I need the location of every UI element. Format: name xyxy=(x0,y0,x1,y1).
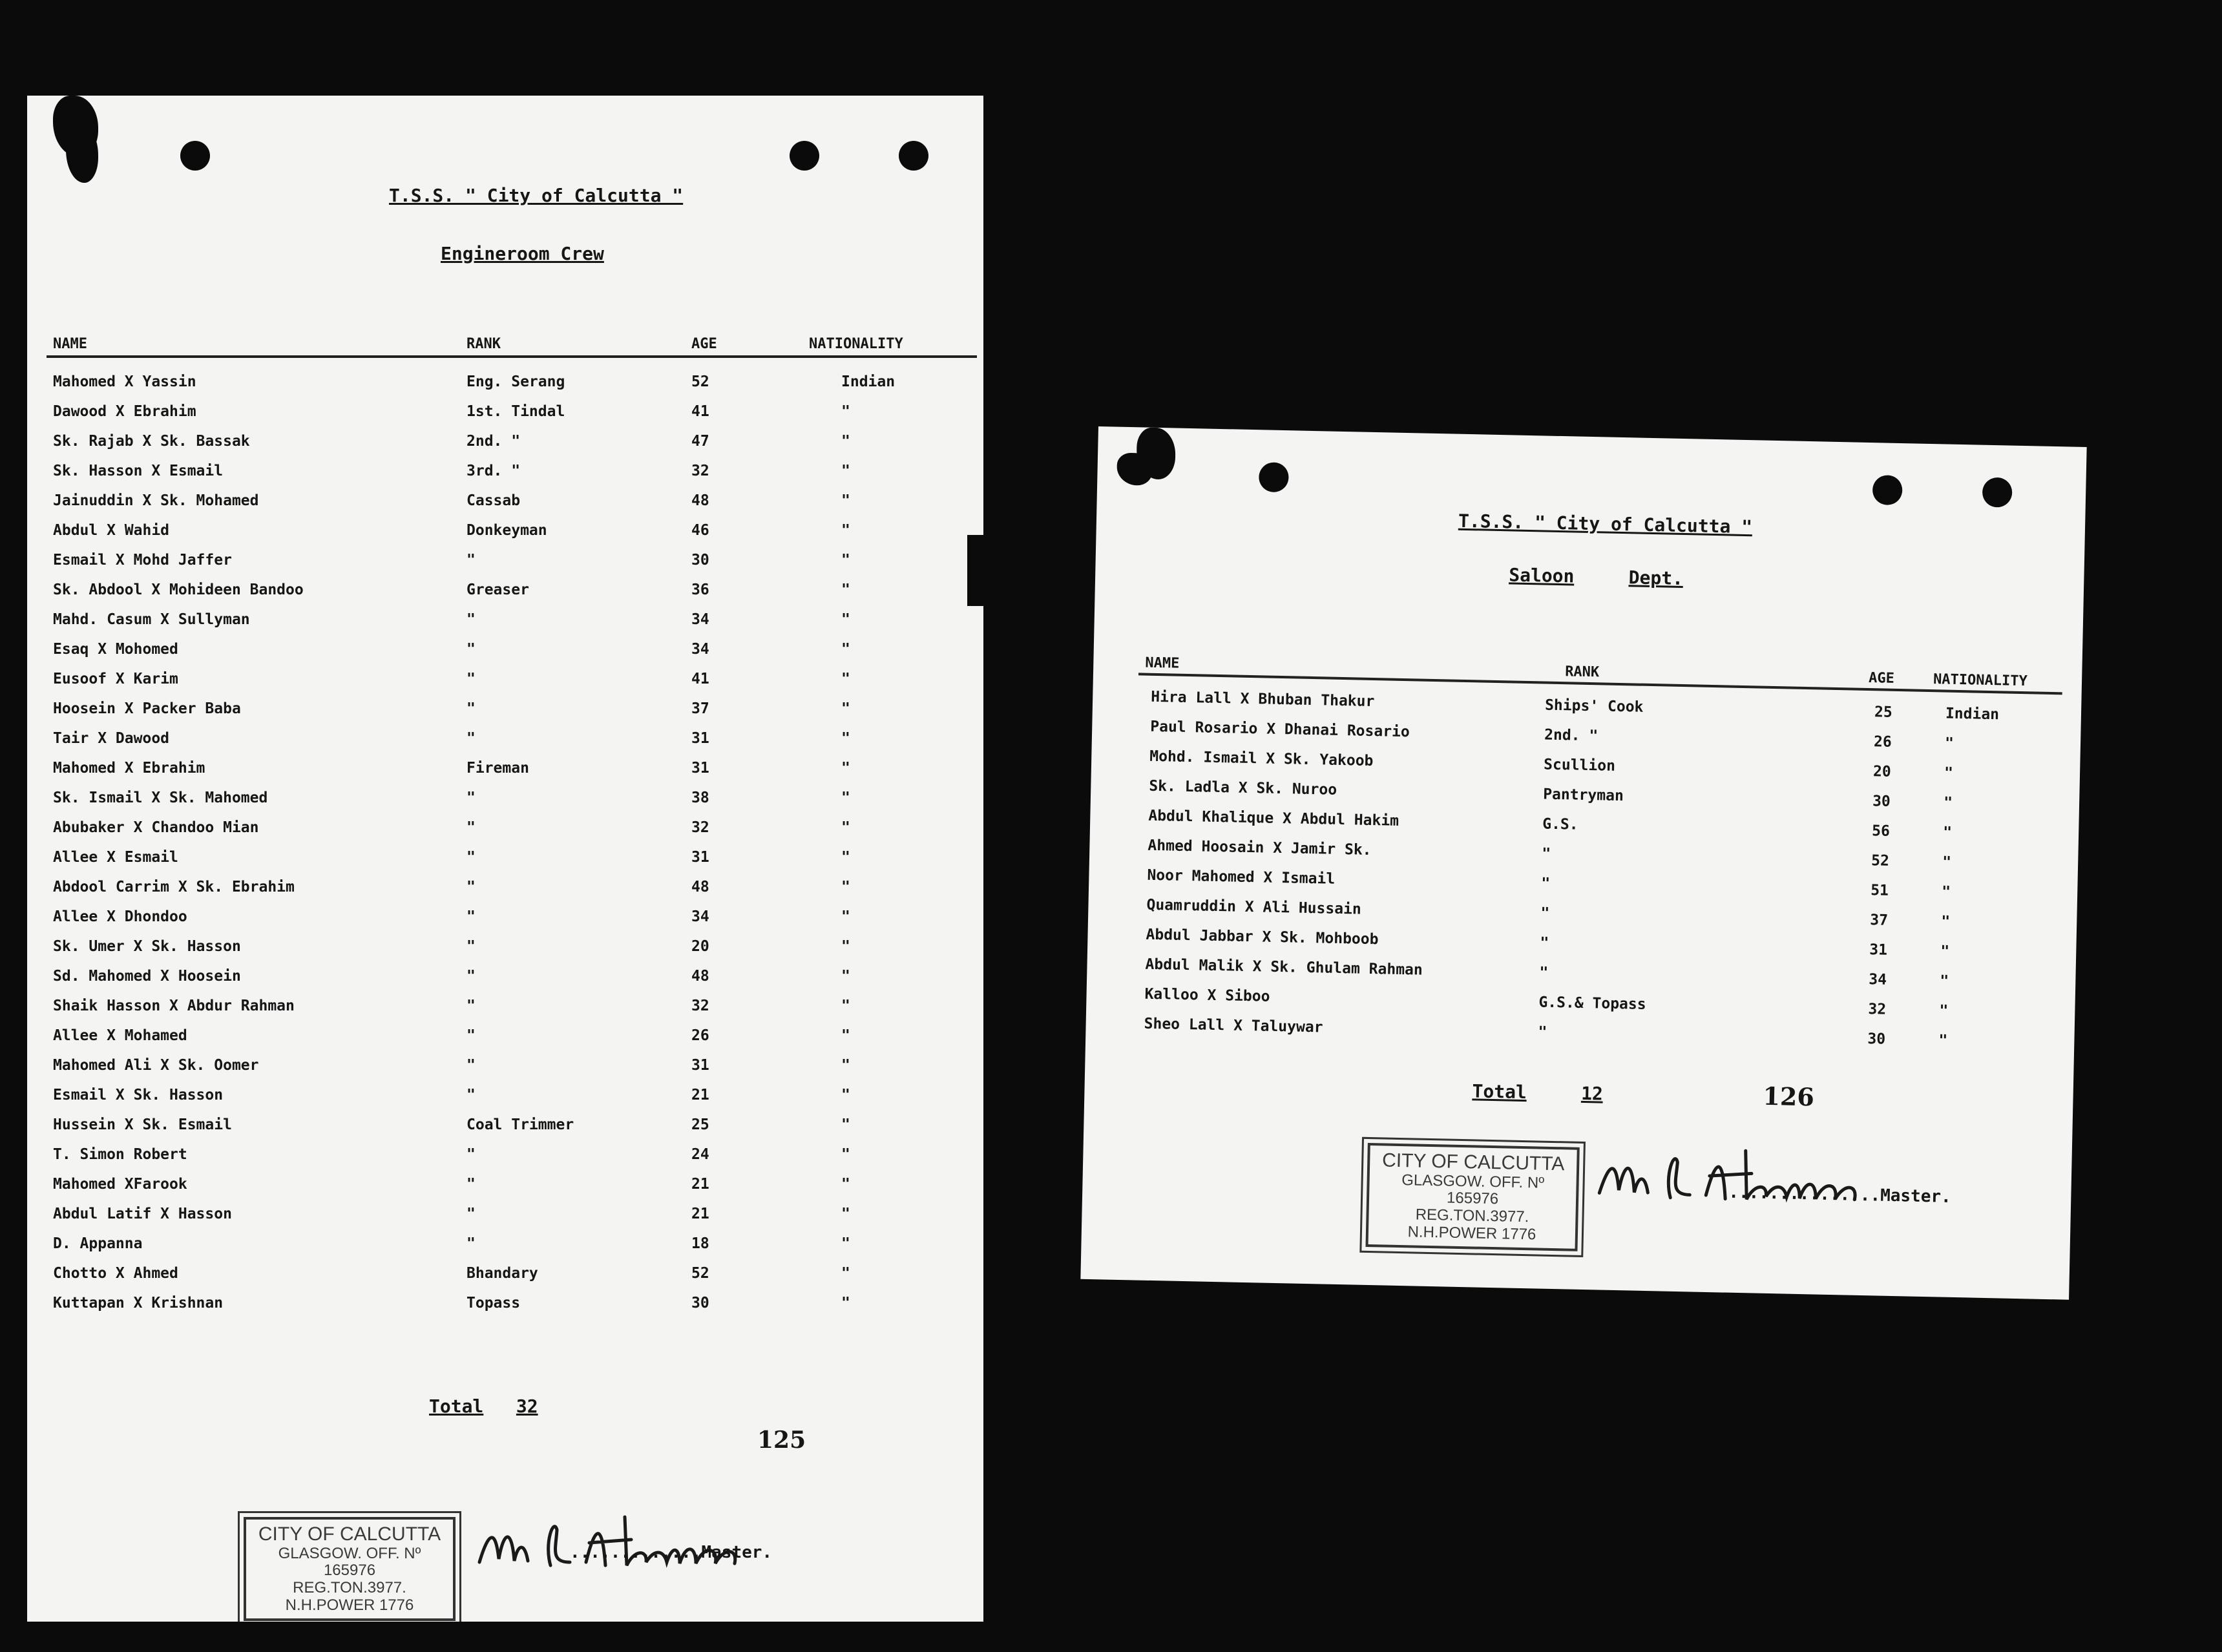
crew-age: 36 xyxy=(691,581,709,598)
crew-name: Abdul Jabbar X Sk. Mohboob xyxy=(1146,926,1379,948)
total-value: 32 xyxy=(516,1396,538,1417)
table-row xyxy=(27,463,983,492)
crew-rank: G.S. xyxy=(1542,815,1578,833)
table-row xyxy=(27,968,983,998)
crew-name: Sd. Mahomed X Hoosein xyxy=(53,968,241,985)
crew-nationality: " xyxy=(1940,943,1950,960)
crew-age: 48 xyxy=(691,492,709,509)
crew-age: 30 xyxy=(1872,793,1891,810)
table-row xyxy=(27,789,983,819)
crew-name: Eusoof X Karim xyxy=(53,671,178,687)
crew-age: 48 xyxy=(691,968,709,985)
master-signature xyxy=(1593,1134,1930,1219)
crew-age: 48 xyxy=(691,879,709,895)
crew-list-page-125 xyxy=(27,96,983,1622)
crew-rank: " xyxy=(466,641,476,658)
crew-age: 18 xyxy=(691,1235,709,1252)
crew-rank: Cassab xyxy=(466,492,521,509)
crew-nationality: " xyxy=(841,1027,850,1044)
crew-age: 30 xyxy=(691,1295,709,1312)
table-row xyxy=(27,373,983,403)
crew-name: Tair X Dawood xyxy=(53,730,170,747)
crew-name: Mahomed X Yassin xyxy=(53,373,196,390)
crew-rank: Donkeyman xyxy=(466,522,547,539)
crew-name: Sk. Umer X Sk. Hasson xyxy=(53,938,241,955)
crew-rank: 2nd. " xyxy=(1544,726,1598,745)
crew-rank: " xyxy=(1542,845,1551,863)
table-row xyxy=(27,581,983,611)
crew-name: Mahomed XFarook xyxy=(53,1176,187,1193)
page-title: T.S.S. " City of Calcutta " xyxy=(1458,510,1753,538)
stamp-line-3: REG.TON.3977. N.H.POWER 1776 xyxy=(1407,1206,1536,1244)
header-rank: RANK xyxy=(466,336,501,352)
crew-age: 20 xyxy=(1872,763,1892,780)
crew-name: Quamruddin X Ali Hussain xyxy=(1146,896,1362,918)
crew-age: 30 xyxy=(1867,1030,1886,1048)
crew-nationality: " xyxy=(841,938,850,955)
crew-age: 21 xyxy=(691,1206,709,1222)
crew-nationality: Indian xyxy=(1945,705,2000,724)
crew-rank: 2nd. " xyxy=(466,433,521,450)
crew-name: Dawood X Ebrahim xyxy=(53,403,196,420)
crew-nationality: " xyxy=(841,611,850,628)
crew-rank: " xyxy=(466,671,476,687)
crew-age: 41 xyxy=(691,671,709,687)
table-row xyxy=(27,611,983,641)
crew-rank: " xyxy=(466,908,476,925)
total xyxy=(429,1396,538,1417)
table-row xyxy=(27,641,983,671)
crew-rank: Topass xyxy=(466,1295,521,1312)
crew-rank: " xyxy=(466,1087,476,1103)
crew-rank: " xyxy=(466,552,476,569)
crew-name: Hira Lall X Bhuban Thakur xyxy=(1150,688,1375,711)
crew-age: 32 xyxy=(691,819,709,836)
crew-nationality: " xyxy=(841,552,850,569)
crew-name: Sk. Rajab X Sk. Bassak xyxy=(53,433,250,450)
punch-hole xyxy=(180,141,210,171)
table-row xyxy=(27,700,983,730)
crew-name: Ahmed Hoosain X Jamir Sk. xyxy=(1148,837,1372,859)
crew-age: 34 xyxy=(1869,971,1887,988)
crew-nationality: " xyxy=(841,730,850,747)
crew-nationality: " xyxy=(841,1087,850,1103)
crew-age: 37 xyxy=(1869,912,1889,929)
crew-rank: " xyxy=(1541,875,1551,892)
stamp-line-1: CITY OF CALCUTTA xyxy=(1381,1149,1565,1175)
table-row xyxy=(27,1295,983,1324)
crew-rank: Ships' Cook xyxy=(1544,696,1644,716)
crew-rank: " xyxy=(466,1146,476,1163)
ship-stamp xyxy=(1365,1143,1579,1251)
crew-rank: " xyxy=(1538,1023,1547,1041)
crew-nationality: " xyxy=(841,700,850,717)
table-row xyxy=(27,1146,983,1176)
crew-nationality: " xyxy=(841,908,850,925)
crew-age: 21 xyxy=(691,1176,709,1193)
crew-nationality: " xyxy=(841,879,850,895)
header-age: AGE xyxy=(1868,670,1895,687)
crew-nationality: " xyxy=(841,641,850,658)
crew-rank: Scullion xyxy=(1543,756,1616,775)
crew-nationality: " xyxy=(841,463,850,479)
crew-nationality: " xyxy=(841,760,850,777)
crew-age: 24 xyxy=(691,1146,709,1163)
crew-nationality: " xyxy=(841,581,850,598)
table-row xyxy=(27,879,983,908)
table-row xyxy=(27,671,983,700)
crew-name: Jainuddin X Sk. Mohamed xyxy=(53,492,259,509)
crew-name: Esmail X Mohd Jaffer xyxy=(53,552,232,569)
crew-rank: Coal Trimmer xyxy=(466,1116,574,1133)
crew-nationality: " xyxy=(841,1146,850,1163)
crew-name: Esmail X Sk. Hasson xyxy=(53,1087,224,1103)
table-row xyxy=(27,492,983,522)
page-number: 125 xyxy=(757,1427,806,1454)
section-title-b: Dept. xyxy=(1628,567,1684,590)
stamp-line-3: REG.TON.3977. N.H.POWER 1776 xyxy=(285,1579,414,1615)
crew-rank: " xyxy=(466,1235,476,1252)
table-row xyxy=(27,819,983,849)
crew-nationality: " xyxy=(841,1206,850,1222)
crew-rank: " xyxy=(466,879,476,895)
crew-name: Sk. Hasson X Esmail xyxy=(53,463,224,479)
section-title-a: Saloon xyxy=(1508,564,1575,587)
crew-age: 56 xyxy=(1871,822,1891,840)
crew-rank: " xyxy=(466,789,476,806)
ink-blot xyxy=(66,125,98,183)
crew-nationality: " xyxy=(841,1235,850,1252)
crew-list-page-126 xyxy=(1080,426,2086,1300)
crew-name: Paul Rosario X Dhanai Rosario xyxy=(1150,718,1410,741)
crew-rank: Pantryman xyxy=(1542,786,1624,805)
crew-age: 47 xyxy=(691,433,709,450)
crew-age: 34 xyxy=(691,908,709,925)
crew-nationality: " xyxy=(841,1265,850,1282)
punch-hole xyxy=(1982,477,2013,508)
page-title: T.S.S. " City of Calcutta " xyxy=(389,185,684,206)
crew-age: 31 xyxy=(691,849,709,866)
crew-nationality: " xyxy=(1944,735,1955,752)
punch-hole xyxy=(1872,475,1903,505)
crew-table xyxy=(27,373,983,1414)
table-row xyxy=(27,1087,983,1116)
crew-age: 34 xyxy=(691,641,709,658)
crew-name: Allee X Dhondoo xyxy=(53,908,187,925)
crew-nationality: " xyxy=(841,522,850,539)
crew-age: 52 xyxy=(691,373,709,390)
header-name: NAME xyxy=(1145,654,1180,672)
crew-name: T. Simon Robert xyxy=(53,1146,187,1163)
crew-nationality: " xyxy=(841,998,850,1014)
crew-name: Hussein X Sk. Esmail xyxy=(53,1116,232,1133)
crew-rank: " xyxy=(466,938,476,955)
crew-age: 52 xyxy=(1871,852,1890,870)
section-title xyxy=(1509,564,1683,589)
table-row xyxy=(27,730,983,760)
crew-name: Abdul Malik X Sk. Ghulam Rahman xyxy=(1145,956,1423,979)
crew-age: 38 xyxy=(691,789,709,806)
page-number: 126 xyxy=(1763,1081,1815,1112)
crew-name: Chotto X Ahmed xyxy=(53,1265,178,1282)
crew-rank: Bhandary xyxy=(466,1265,538,1282)
section-title: Engineroom Crew xyxy=(441,243,604,264)
crew-nationality: " xyxy=(841,433,850,450)
crew-rank: " xyxy=(466,730,476,747)
table-row xyxy=(27,908,983,938)
crew-age: 32 xyxy=(691,998,709,1014)
crew-rank: " xyxy=(466,1057,476,1074)
crew-rank: " xyxy=(466,700,476,717)
ship-stamp xyxy=(244,1517,456,1621)
crew-name: Abdul X Wahid xyxy=(53,522,170,539)
crew-rank: " xyxy=(466,1027,476,1044)
crew-age: 41 xyxy=(691,403,709,420)
crew-rank: " xyxy=(466,819,476,836)
table-row xyxy=(27,1116,983,1146)
crew-nationality: " xyxy=(841,819,850,836)
table-row xyxy=(27,1265,983,1295)
crew-age: 32 xyxy=(1868,1001,1887,1018)
crew-name: Hoosein X Packer Baba xyxy=(53,700,241,717)
header-rank: RANK xyxy=(1564,664,1600,681)
crew-rank: " xyxy=(466,849,476,866)
crew-rank: 1st. Tindal xyxy=(466,403,565,420)
table-row xyxy=(27,1206,983,1235)
crew-age: 37 xyxy=(691,700,709,717)
crew-rank: " xyxy=(466,1206,476,1222)
crew-nationality: " xyxy=(841,1176,850,1193)
crew-nationality: " xyxy=(841,1295,850,1312)
crew-rank: Fireman xyxy=(466,760,529,777)
crew-age: 31 xyxy=(691,760,709,777)
crew-name: Abubaker X Chandoo Mian xyxy=(53,819,259,836)
crew-rank: " xyxy=(466,611,476,628)
crew-age: 51 xyxy=(1870,882,1889,899)
crew-name: Allee X Esmail xyxy=(53,849,178,866)
crew-nationality: " xyxy=(1939,1002,1949,1019)
crew-name: Mahd. Casum X Sullyman xyxy=(53,611,250,628)
table-row xyxy=(27,522,983,552)
crew-nationality: " xyxy=(1940,972,1949,990)
crew-rank: Greaser xyxy=(466,581,529,598)
crew-age: 26 xyxy=(1873,733,1892,751)
punch-hole xyxy=(899,141,928,171)
crew-rank: " xyxy=(466,998,476,1014)
table-row xyxy=(27,849,983,879)
table-row xyxy=(27,403,983,433)
crew-nationality: " xyxy=(841,968,850,985)
table-row xyxy=(27,760,983,789)
table-row xyxy=(27,1057,983,1087)
crew-nationality: " xyxy=(1940,913,1951,930)
crew-rank: Eng. Serang xyxy=(466,373,565,390)
crew-age: 31 xyxy=(1869,941,1888,959)
total-value: 12 xyxy=(1580,1082,1604,1105)
crew-name: D. Appanna xyxy=(53,1235,143,1252)
table-row xyxy=(27,1235,983,1265)
master-label: Master. xyxy=(1880,1186,1952,1207)
table-row xyxy=(27,433,983,463)
crew-rank: " xyxy=(466,1176,476,1193)
crew-nationality: " xyxy=(1944,764,1954,782)
crew-name: Allee X Mohamed xyxy=(53,1027,187,1044)
crew-nationality: " xyxy=(841,492,850,509)
crew-nationality: " xyxy=(1938,1032,1948,1049)
header-nationality: NATIONALITY xyxy=(1933,671,2028,690)
crew-name: Sk. Ismail X Sk. Mahomed xyxy=(53,789,268,806)
crew-name: Sk. Abdool X Mohideen Bandoo xyxy=(53,581,304,598)
crew-nationality: " xyxy=(841,1116,850,1133)
crew-name: Kuttapan X Krishnan xyxy=(53,1295,224,1312)
crew-age: 52 xyxy=(691,1265,709,1282)
crew-name: Sheo Lall X Taluywar xyxy=(1144,1015,1323,1036)
table-row xyxy=(27,938,983,968)
table-row xyxy=(27,1176,983,1206)
crew-name: Mahomed Ali X Sk. Oomer xyxy=(53,1057,259,1074)
stamp-line-1: CITY OF CALCUTTA xyxy=(258,1523,441,1545)
total xyxy=(1472,1080,1603,1104)
stamp-line-2: GLASGOW. OFF. Nº 165976 xyxy=(1401,1171,1545,1208)
master-label: Master. xyxy=(701,1543,773,1562)
crew-rank: " xyxy=(1540,904,1550,922)
crew-name: Abdul Khalique X Abdul Hakim xyxy=(1148,807,1399,830)
crew-name: Abdool Carrim X Sk. Ebrahim xyxy=(53,879,295,895)
crew-age: 20 xyxy=(691,938,709,955)
crew-nationality: " xyxy=(1941,883,1951,901)
punch-hole xyxy=(1259,462,1289,492)
punch-hole xyxy=(790,141,819,171)
crew-nationality: " xyxy=(841,1057,850,1074)
total-label: Total xyxy=(1472,1080,1527,1103)
stamp-line-2: GLASGOW. OFF. Nº 165976 xyxy=(278,1544,421,1580)
crew-nationality: " xyxy=(841,849,850,866)
crew-name: Kalloo X Siboo xyxy=(1144,985,1270,1005)
crew-rank: 3rd. " xyxy=(466,463,521,479)
crew-age: 32 xyxy=(691,463,709,479)
master-line: ...............Master. xyxy=(1728,1182,1952,1207)
total-label: Total xyxy=(429,1396,484,1417)
crew-rank: " xyxy=(1539,964,1549,981)
crew-rank: G.S.& Topass xyxy=(1538,994,1646,1013)
table-row xyxy=(27,552,983,581)
crew-age: 30 xyxy=(691,552,709,569)
crew-age: 31 xyxy=(691,730,709,747)
crew-nationality: " xyxy=(1942,824,1953,841)
crew-age: 25 xyxy=(1874,704,1892,721)
crew-age: 31 xyxy=(691,1057,709,1074)
header-name: NAME xyxy=(53,336,87,352)
header-nationality: NATIONALITY xyxy=(809,336,903,352)
crew-age: 26 xyxy=(691,1027,709,1044)
crew-nationality: " xyxy=(1942,853,1952,871)
table-row xyxy=(27,998,983,1027)
crew-name: Abdul Latif X Hasson xyxy=(53,1206,232,1222)
master-line: .............Master. xyxy=(570,1543,773,1562)
crew-age: 25 xyxy=(691,1116,709,1133)
crew-nationality: " xyxy=(841,789,850,806)
header-rule xyxy=(47,355,977,358)
crew-name: Sk. Ladla X Sk. Nuroo xyxy=(1149,777,1337,799)
crew-nationality: " xyxy=(1943,794,1953,811)
crew-name: Noor Mahomed X Ismail xyxy=(1147,866,1336,888)
crew-rank: " xyxy=(1540,934,1549,952)
header-age: AGE xyxy=(691,336,717,352)
crew-table xyxy=(1085,687,2081,1096)
crew-name: Esaq X Mohomed xyxy=(53,641,178,658)
crew-nationality: " xyxy=(841,671,850,687)
crew-nationality: Indian xyxy=(841,373,896,390)
crew-name: Mohd. Ismail X Sk. Yakoob xyxy=(1149,748,1374,770)
crew-rank: " xyxy=(466,968,476,985)
crew-age: 46 xyxy=(691,522,709,539)
crew-name: Shaik Hasson X Abdur Rahman xyxy=(53,998,295,1014)
crew-name: Mahomed X Ebrahim xyxy=(53,760,205,777)
crew-age: 34 xyxy=(691,611,709,628)
crew-nationality: " xyxy=(841,403,850,420)
crew-age: 21 xyxy=(691,1087,709,1103)
table-row xyxy=(27,1027,983,1057)
